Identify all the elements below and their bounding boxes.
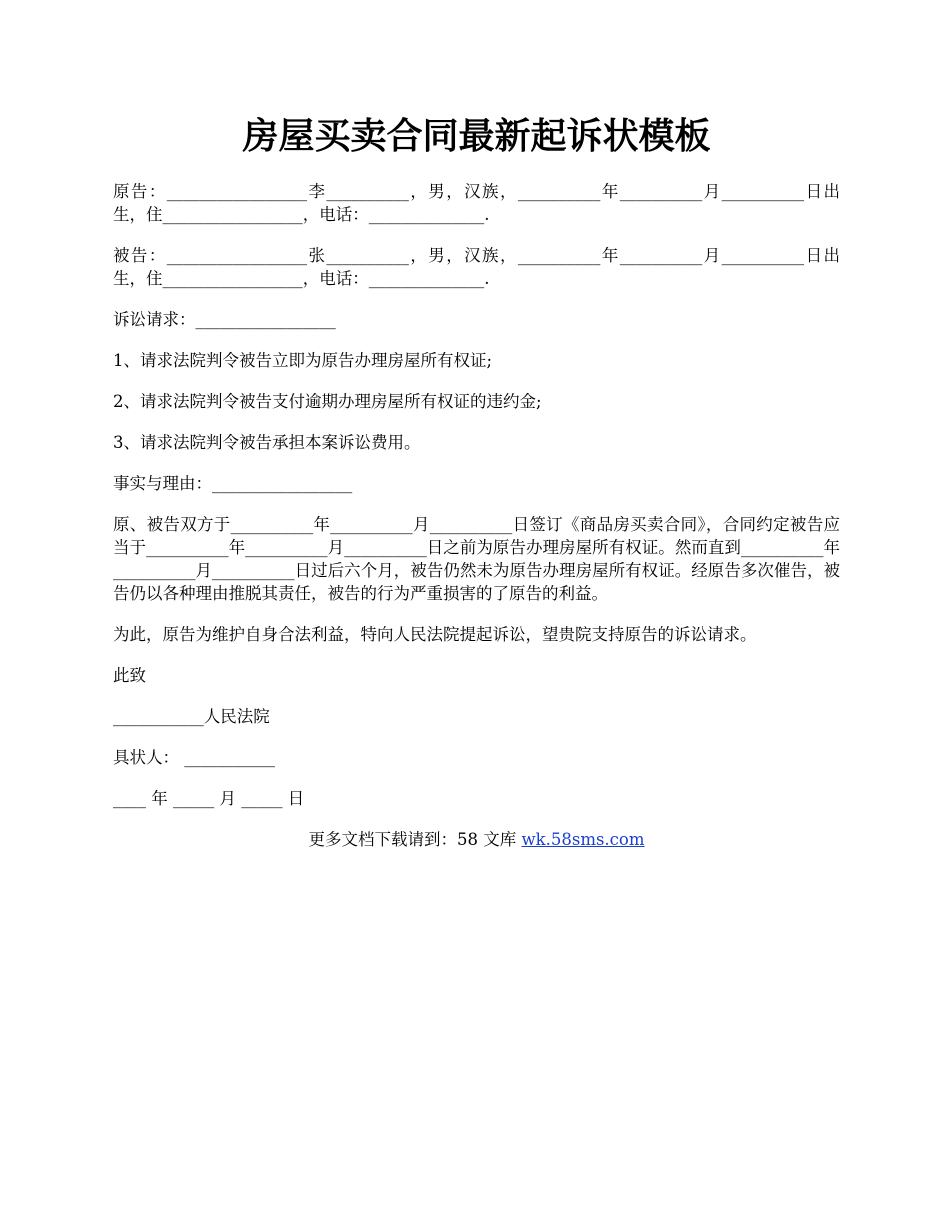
claim-item-1: 1、请求法院判令被告立即为原告办理房屋所有权证; (113, 351, 493, 370)
claims-heading: 诉讼请求：_________________ (113, 310, 336, 329)
facts-body: 原、被告双方于__________年__________月__________日签订《商品房买卖合同》，合同约定被告应当于__________年__________月__________日之前为原告办理房屋所有权证。然而直到__________年__________月__________日过后六个月，被告仍然未为原告办理房屋所有权证。经原告多次催告，被告仍以各种理由推脱其责任，被告的行为严重损害的了原告的利益。 (113, 515, 840, 603)
salutation: 此致 (113, 666, 146, 685)
conclusion: 为此，原告为维护自身合法利益，特向人民法院提起诉讼，望贵院支持原告的诉讼请求。 (113, 625, 757, 644)
document-title: 房屋买卖合同最新起诉状模板 (242, 115, 711, 157)
defendant-info: 被告：_________________张__________，男，汉族，__________年__________月__________日出生，住_________________，电话：______________. (113, 246, 840, 288)
footer-link[interactable]: wk.58sms.com (521, 830, 645, 849)
date-line: ____ 年 _____ 月 _____ 日 (113, 789, 305, 808)
document-page (113, 110, 840, 851)
facts-heading: 事实与理由：_________________ (113, 474, 353, 493)
signer-line: 具状人： ___________ (113, 748, 275, 767)
footer-text: 更多文档下载请到：58 文库 (308, 830, 522, 849)
footer (113, 828, 840, 851)
claim-item-2: 2、请求法院判令被告支付逾期办理房屋所有权证的违约金; (113, 392, 542, 411)
claim-item-3: 3、请求法院判令被告承担本案诉讼费用。 (113, 433, 421, 452)
plaintiff-info: 原告：_________________李__________，男，汉族，__________年__________月__________日出生，住_________________，电话：______________. (113, 182, 840, 224)
court-name: ___________人民法院 (113, 707, 270, 726)
